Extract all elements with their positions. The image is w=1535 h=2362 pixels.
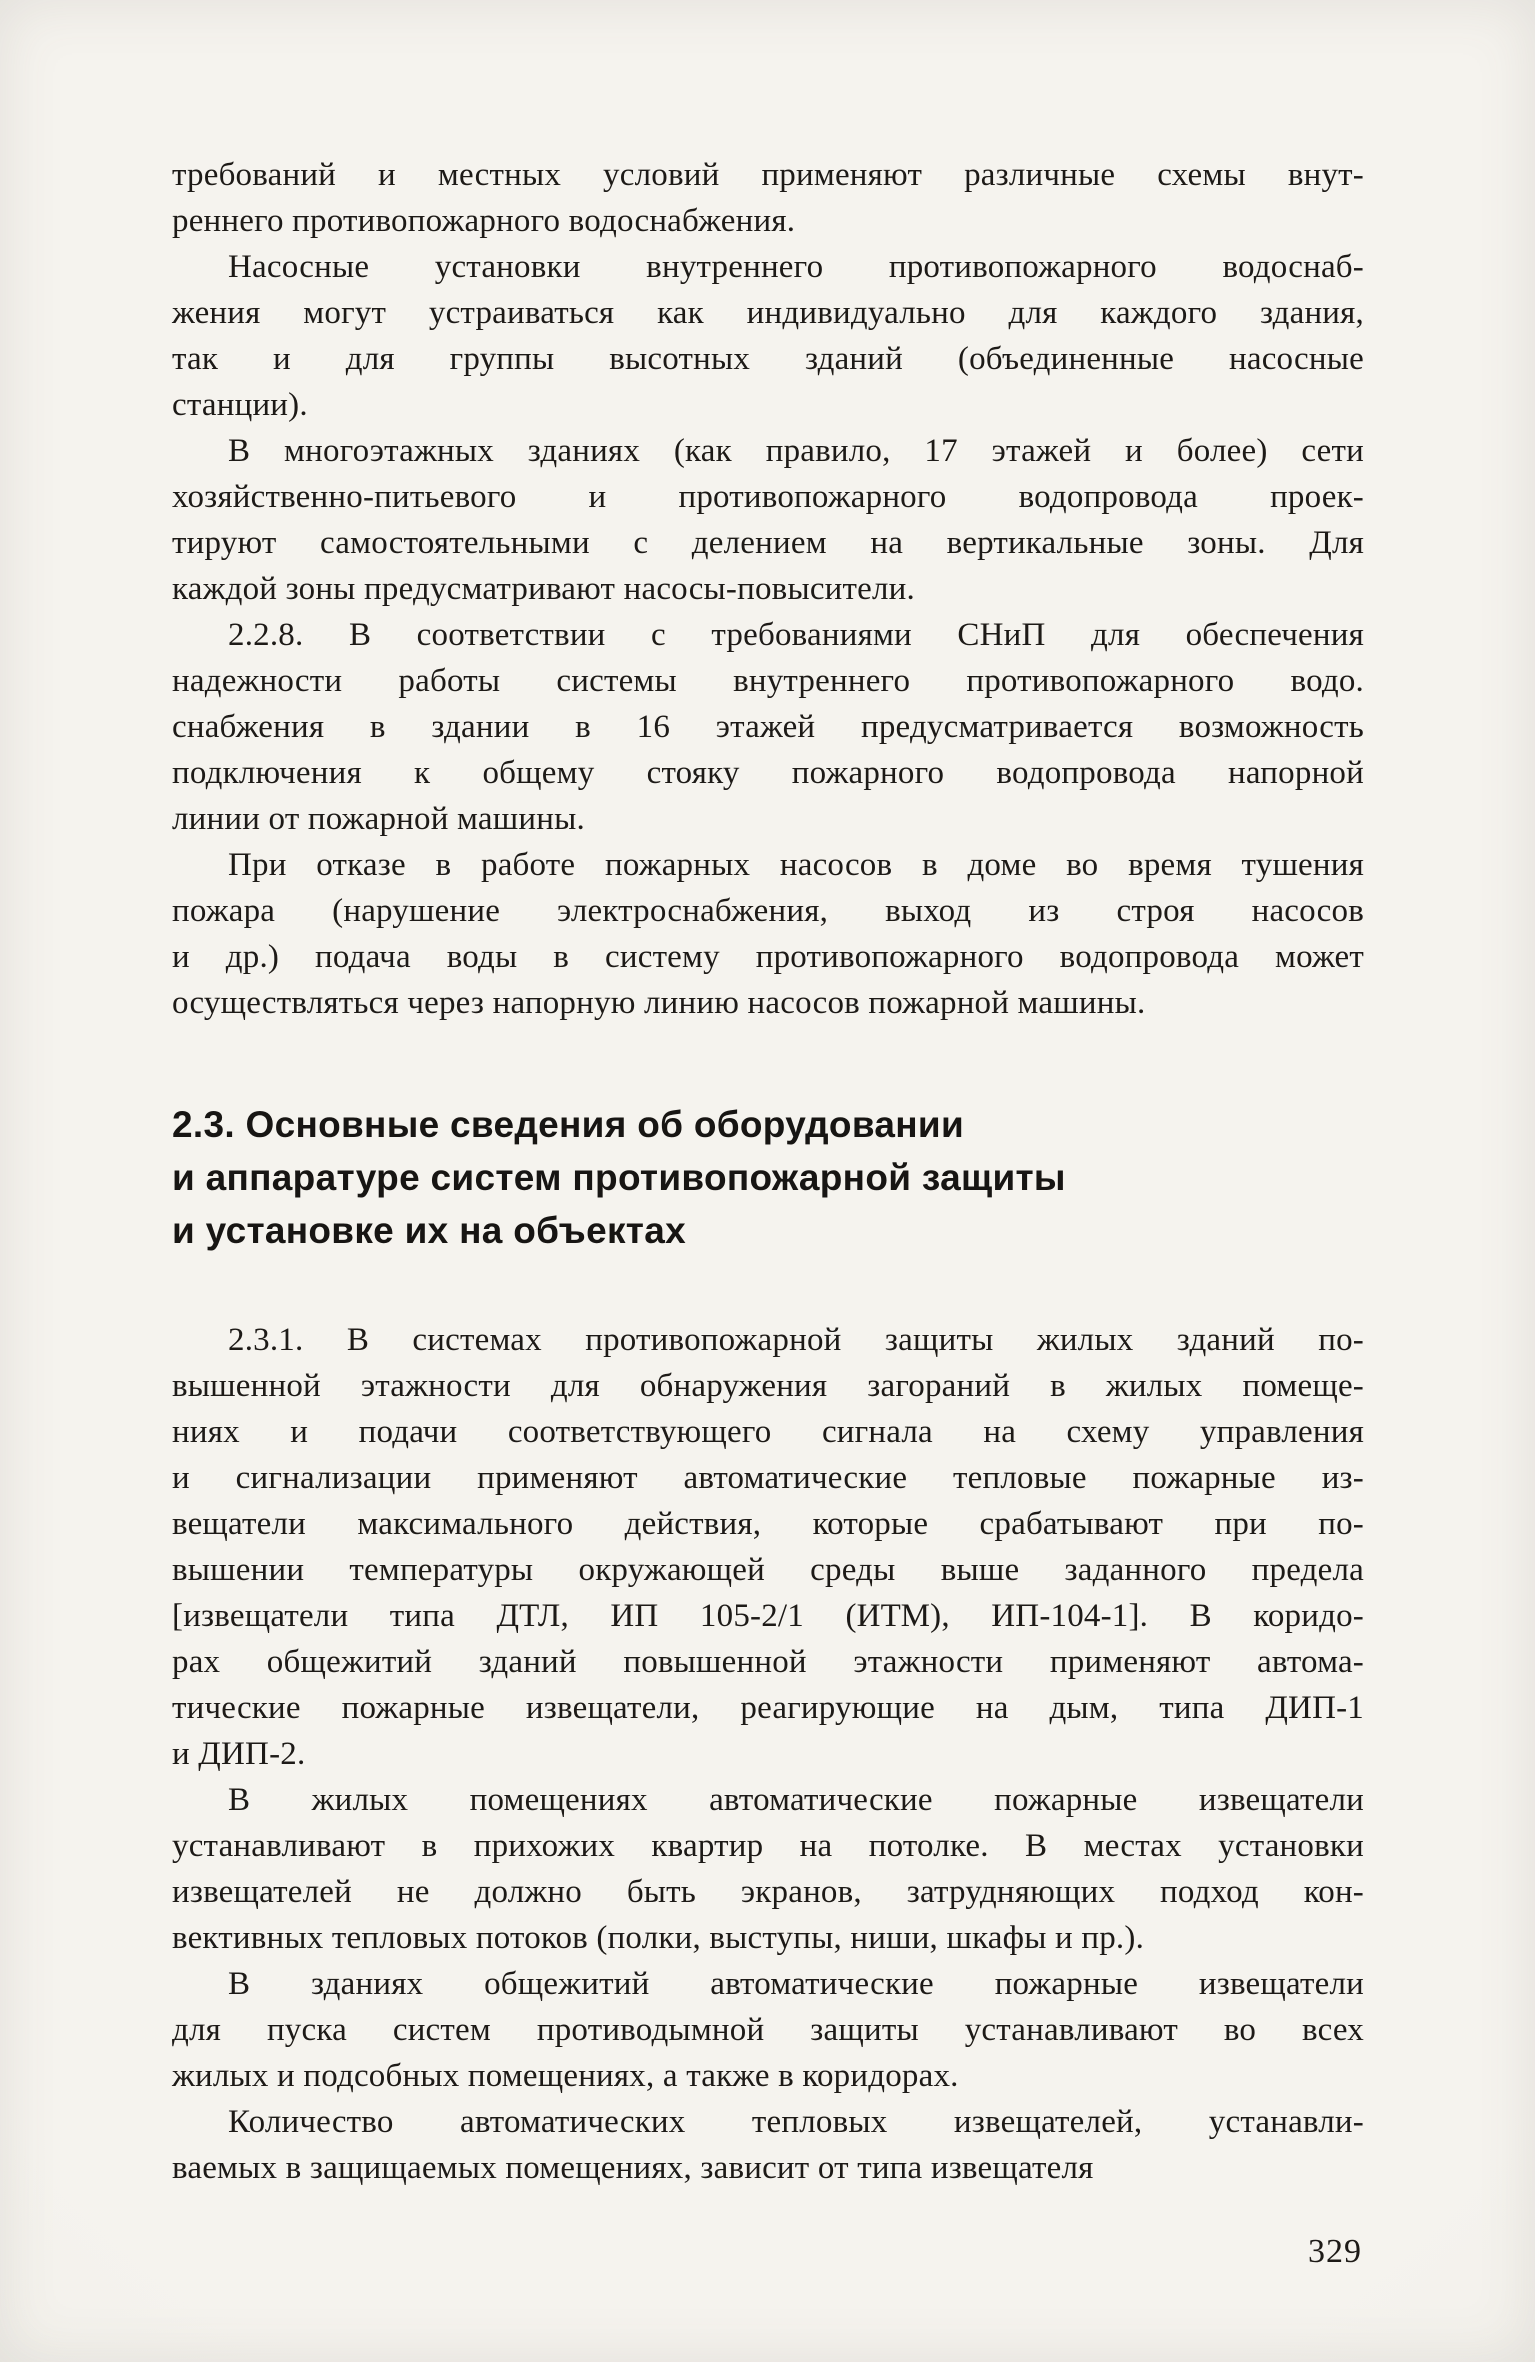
paragraph (172, 152, 1364, 244)
section-heading-line: и установке их на объектах (172, 1210, 686, 1251)
text-line: ваемых в защищаемых помещениях, зависит от типа извещателя (172, 2150, 1094, 2186)
text-line: жения могут устраиваться как индивидуально для каждого здания, (172, 295, 1364, 331)
text-line: требований и местных условий применяют различные схемы внут- (172, 157, 1364, 193)
paragraph (172, 842, 1364, 1026)
text-line: извещателей не должно быть экранов, затрудняющих подход кон- (172, 1874, 1364, 1910)
section-heading-line: 2.3. Основные сведения об оборудовании (172, 1104, 965, 1145)
text-line: пожара (нарушение электроснабжения, выход из строя насосов (172, 893, 1364, 929)
text-column (172, 152, 1364, 2271)
section-heading (172, 1098, 1364, 1257)
text-line: рах общежитий зданий повышенной этажности применяют автома- (172, 1644, 1364, 1680)
paragraph (172, 612, 1364, 842)
text-line: осуществляться через напорную линию насосов пожарной машины. (172, 985, 1146, 1021)
text-line: Количество автоматических тепловых извещателей, устанавли- (228, 2104, 1364, 2140)
text-line: каждой зоны предусматривают насосы-повысители. (172, 571, 915, 607)
text-line: Насосные установки внутреннего противопожарного водоснаб- (228, 249, 1364, 285)
text-line: так и для группы высотных зданий (объединенные насосные (172, 341, 1364, 377)
text-line: В зданиях общежитий автоматические пожарные извещатели (228, 1966, 1364, 2002)
text-line: вышенной этажности для обнаружения загораний в жилых помеще- (172, 1368, 1364, 1404)
paragraph (172, 428, 1364, 612)
text-line: подключения к общему стояку пожарного водопровода напорной (172, 755, 1364, 791)
text-line: тические пожарные извещатели, реагирующие на дым, типа ДИП-1 (172, 1690, 1364, 1726)
paragraph (172, 1777, 1364, 1961)
text-line: В многоэтажных зданиях (как правило, 17 этажей и более) сети (228, 433, 1364, 469)
page-number: 329 (1308, 2233, 1362, 2270)
text-line: и др.) подача воды в систему противопожарного водопровода может (172, 939, 1364, 975)
text-line: вещатели максимального действия, которые срабатывают при по- (172, 1506, 1364, 1542)
text-line: 2.2.8. В соответствии с требованиями СНиП для обеспечения (228, 617, 1364, 653)
text-line: станции). (172, 387, 308, 423)
text-line: хозяйственно-питьевого и противопожарного водопровода проек- (172, 479, 1364, 515)
paragraph (172, 2099, 1364, 2191)
text-line: для пуска систем противодымной защиты устанавливают во всех (172, 2012, 1364, 2048)
paragraph (172, 1317, 1364, 1777)
text-line: вективных тепловых потоков (полки, выступы, ниши, шкафы и пр.). (172, 1920, 1145, 1956)
text-line: тируют самостоятельными с делением на вертикальные зоны. Для (172, 525, 1364, 561)
text-line: вышении температуры окружающей среды выше заданного предела (172, 1552, 1364, 1588)
text-line: и ДИП-2. (172, 1736, 306, 1772)
text-line: и сигнализации применяют автоматические тепловые пожарные из- (172, 1460, 1364, 1496)
text-line: реннего противопожарного водоснабжения. (172, 203, 796, 239)
paragraph (172, 244, 1364, 428)
text-line: надежности работы системы внутреннего противопожарного водо. (172, 663, 1364, 699)
section-heading-line: и аппаратуре систем противопожарной защиты (172, 1157, 1066, 1198)
text-line: жилых и подсобных помещениях, а также в коридорах. (172, 2058, 959, 2094)
text-line: 2.3.1. В системах противопожарной защиты жилых зданий по- (228, 1322, 1364, 1358)
text-line: ниях и подачи соответствующего сигнала на схему управления (172, 1414, 1364, 1450)
text-line: При отказе в работе пожарных насосов в доме во время тушения (228, 847, 1364, 883)
text-line: устанавливают в прихожих квартир на потолке. В местах установки (172, 1828, 1364, 1864)
text-line: В жилых помещениях автоматические пожарные извещатели (228, 1782, 1364, 1818)
paragraph (172, 1961, 1364, 2099)
text-line: [извещатели типа ДТЛ, ИП 105-2/1 (ИТМ), ИП-104-1]. В коридо- (172, 1598, 1364, 1634)
text-line: снабжения в здании в 16 этажей предусматривается возможность (172, 709, 1364, 745)
text-line: линии от пожарной машины. (172, 801, 585, 837)
